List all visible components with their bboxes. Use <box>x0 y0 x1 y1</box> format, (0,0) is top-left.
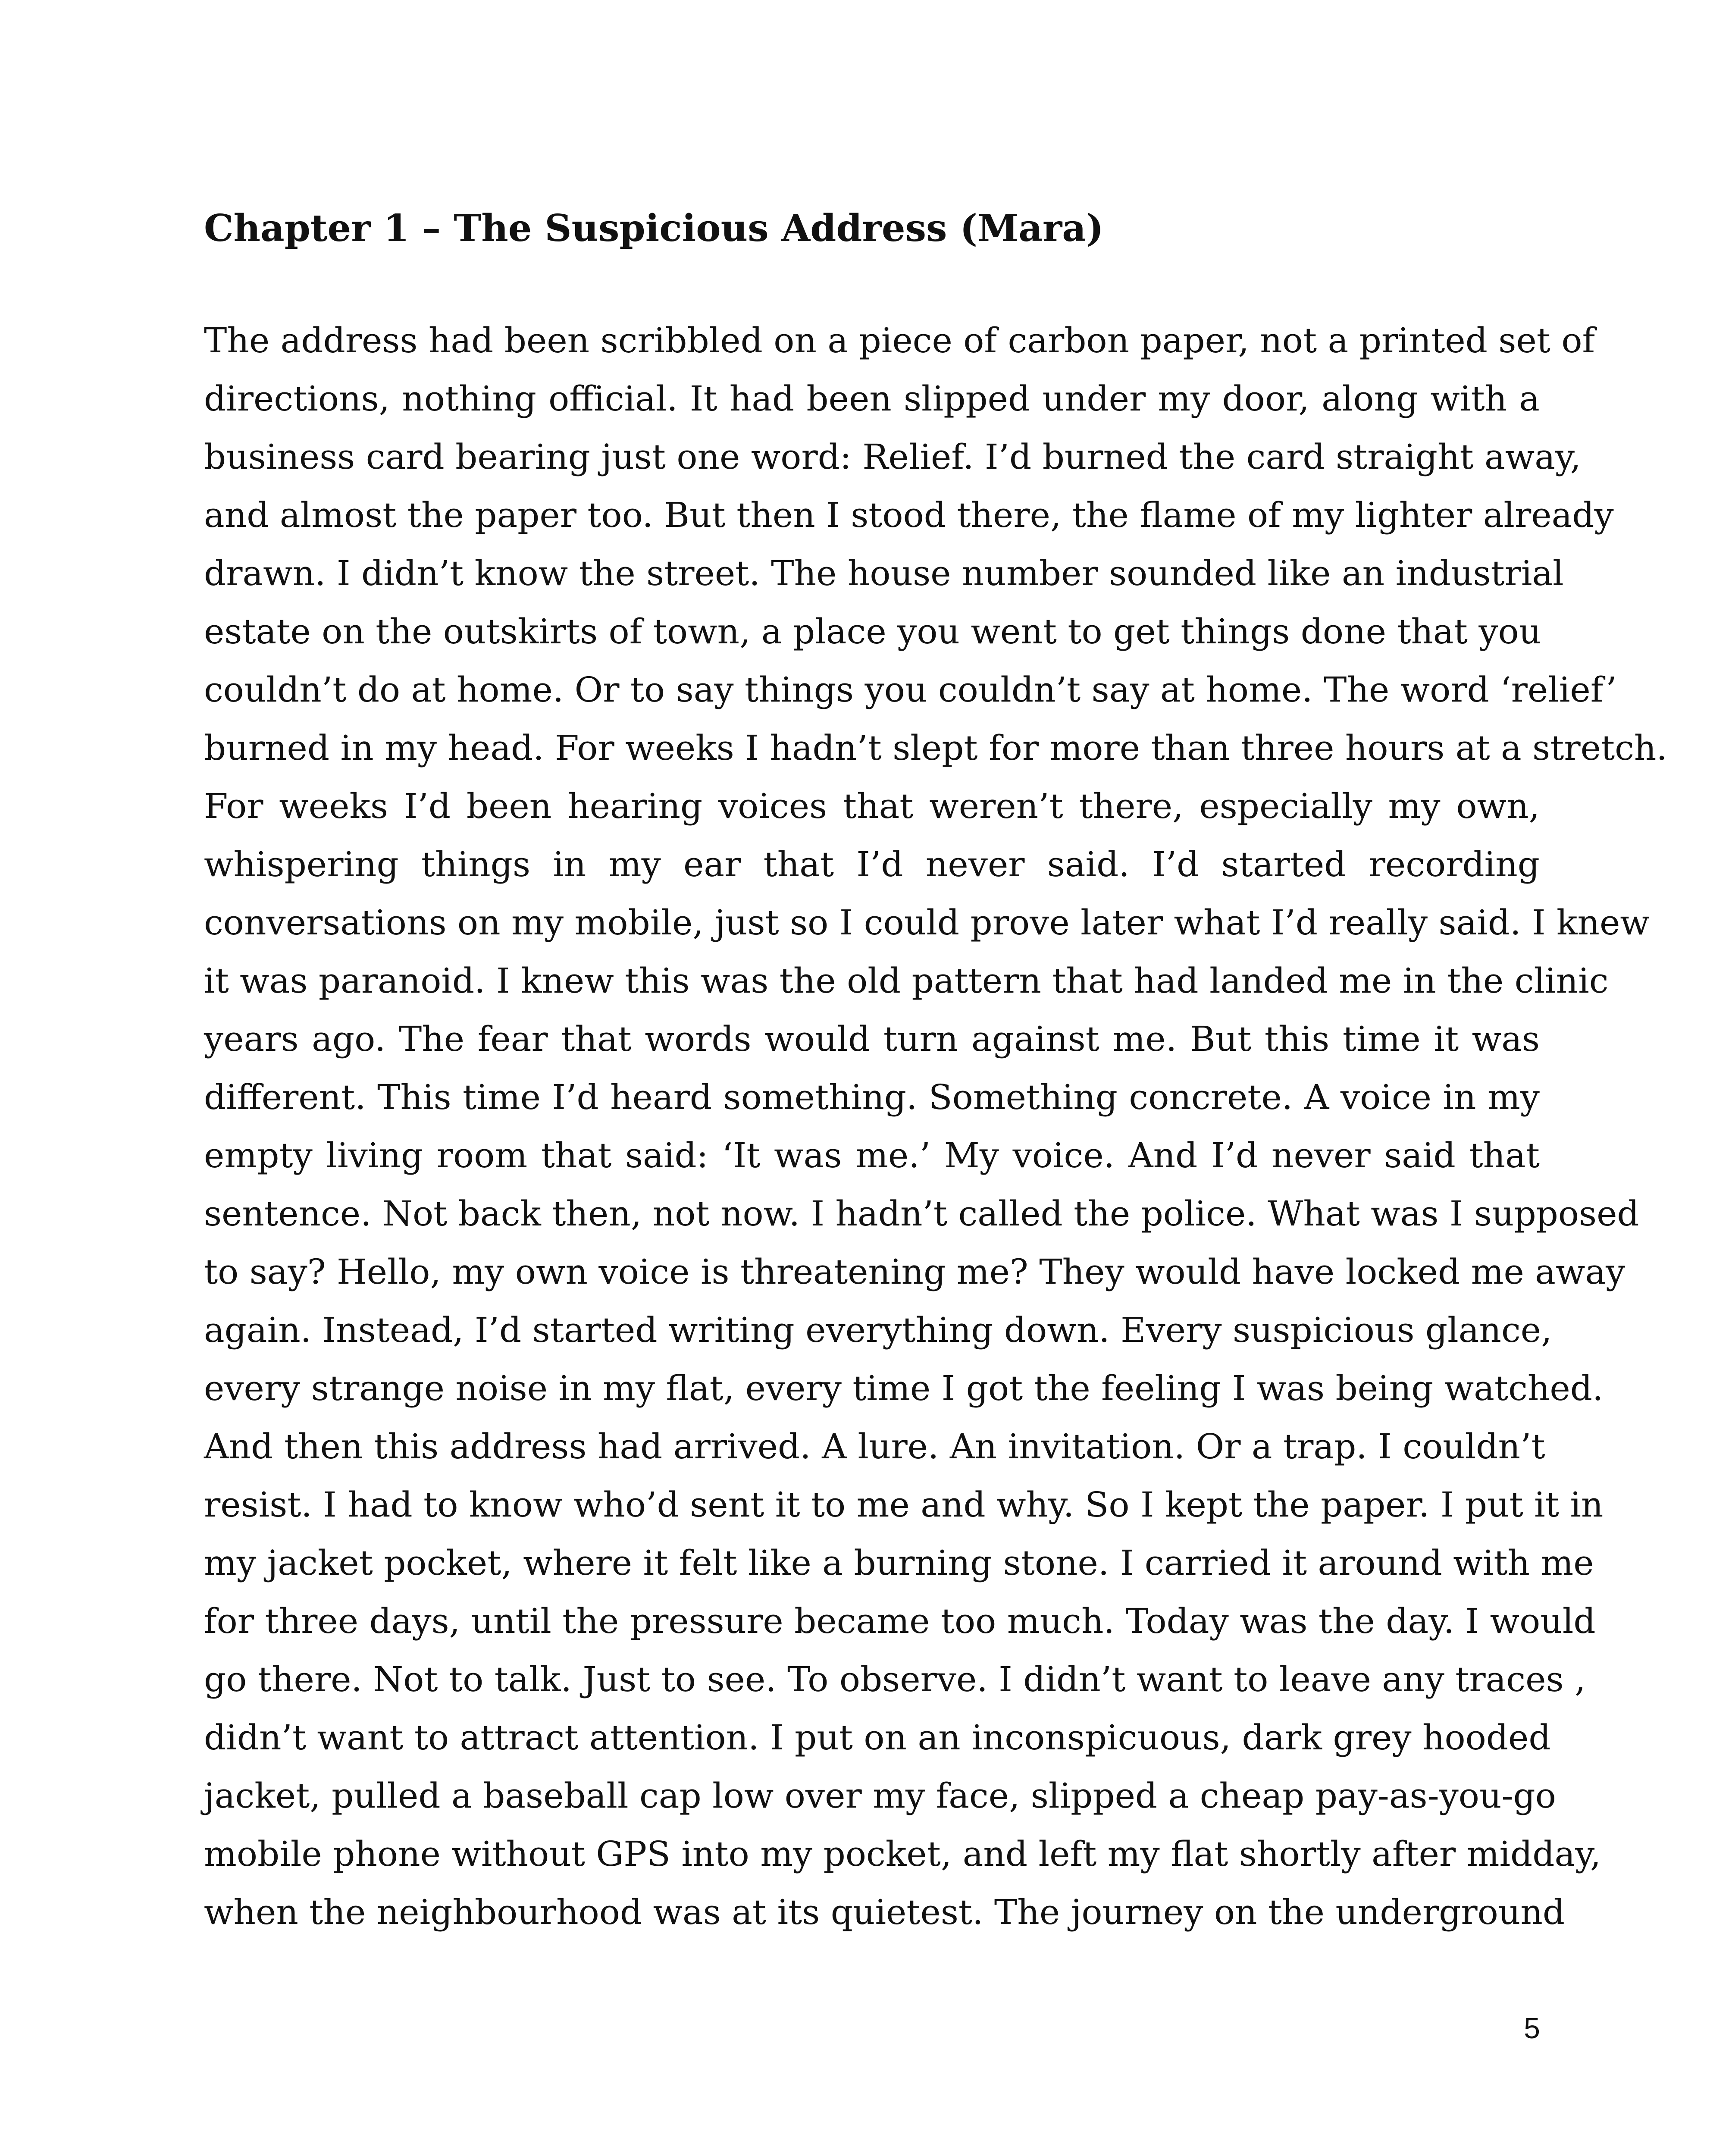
text-line: burned in my head. For weeks I hadn’t slept for more than three hours at a stretch. <box>204 728 1667 768</box>
text-line: directions, nothing official. It had been slipped under my door, along with a <box>204 379 1540 419</box>
text-line: whispering things in my ear that I’d never said. I’d started recording <box>204 844 1540 884</box>
chapter-title: Chapter 1 – The Suspicious Address (Mara) <box>204 207 1104 250</box>
text-line: estate on the outskirts of town, a place you went to get things done that you <box>204 611 1541 652</box>
text-line: The address had been scribbled on a piece of carbon paper, not a printed set of <box>204 320 1595 360</box>
text-line: when the neighbourhood was at its quietest. The journey on the underground <box>204 1892 1565 1932</box>
text-line: years ago. The fear that words would turn against me. But this time it was <box>204 1019 1540 1059</box>
text-line: mobile phone without GPS into my pocket, and left my flat shortly after midday, <box>204 1834 1601 1874</box>
body-paragraph <box>204 311 1667 1941</box>
text-line: different. This time I’d heard something. Something concrete. A voice in my <box>204 1077 1540 1117</box>
text-line: sentence. Not back then, not now. I hadn’t called the police. What was I supposed <box>204 1194 1639 1234</box>
text-line: empty living room that said: ‘It was me.’ My voice. And I’d never said that <box>204 1135 1540 1175</box>
text-line: and almost the paper too. But then I stood there, the flame of my lighter already <box>204 495 1614 535</box>
text-line: And then this address had arrived. A lure. An invitation. Or a trap. I couldn’t <box>204 1426 1545 1467</box>
text-line: to say? Hello, my own voice is threatening me? They would have locked me away <box>204 1252 1626 1292</box>
text-line: my jacket pocket, where it felt like a burning stone. I carried it around with me <box>204 1543 1594 1583</box>
text-line: it was paranoid. I knew this was the old pattern that had landed me in the clinic <box>204 961 1609 1001</box>
text-line: For weeks I’d been hearing voices that weren’t there, especially my own, <box>204 786 1540 826</box>
text-line: go there. Not to talk. Just to see. To observe. I didn’t want to leave any traces , <box>204 1659 1586 1699</box>
text-line: conversations on my mobile, just so I could prove later what I’d really said. I knew <box>204 903 1650 943</box>
text-line: couldn’t do at home. Or to say things you couldn’t say at home. The word ‘relief’ <box>204 670 1617 710</box>
text-line: every strange noise in my flat, every time I got the feeling I was being watched. <box>204 1368 1604 1408</box>
text-line: didn’t want to attract attention. I put on an inconspicuous, dark grey hooded <box>204 1717 1551 1758</box>
text-line: jacket, pulled a baseball cap low over my face, slipped a cheap pay-as-you-go <box>204 1776 1556 1816</box>
page-number: 5 <box>1524 2012 1540 2045</box>
text-line: resist. I had to know who’d sent it to me and why. So I kept the paper. I put it in <box>204 1485 1604 1525</box>
text-line: drawn. I didn’t know the street. The house number sounded like an industrial <box>204 553 1564 593</box>
text-line: business card bearing just one word: Relief. I’d burned the card straight away, <box>204 437 1581 477</box>
text-line: for three days, until the pressure became too much. Today was the day. I would <box>204 1601 1596 1641</box>
text-line: again. Instead, I’d started writing everything down. Every suspicious glance, <box>204 1310 1552 1350</box>
